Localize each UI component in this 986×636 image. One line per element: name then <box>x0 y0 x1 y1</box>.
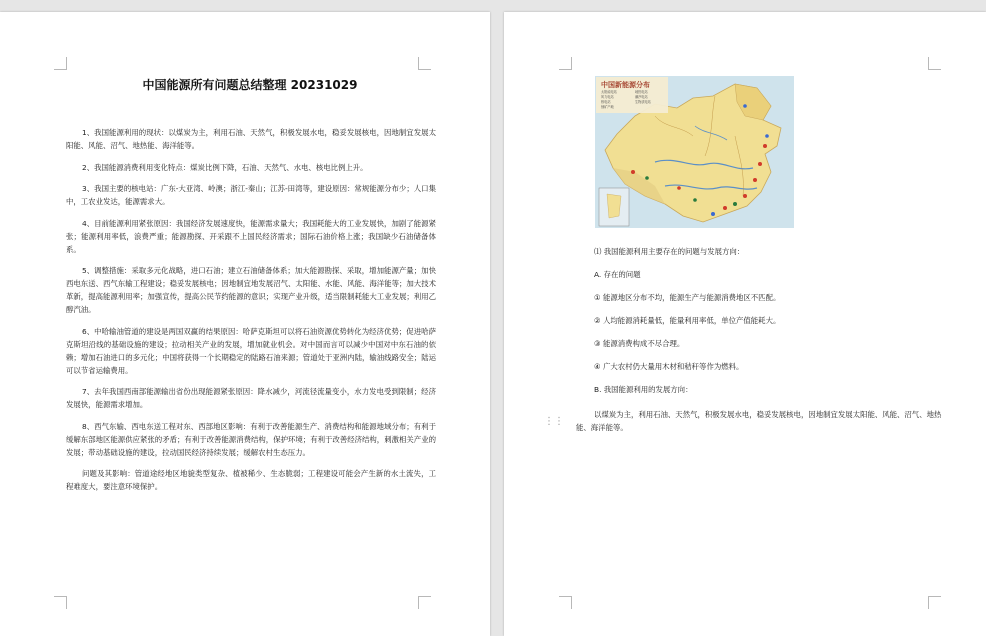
map-legend-item: 铀矿产地 <box>601 105 614 109</box>
document-page-left <box>0 12 490 636</box>
map-legend-item: 地热电站 <box>635 90 648 94</box>
crop-mark <box>559 596 572 609</box>
paragraph-3[interactable]: 3、我国主要的核电站：广东-大亚湾、岭澳；浙江-秦山；江苏-田湾等，建设原因：常规能源分布少；人口集中，工农业发达，能源需求大。 <box>66 184 436 206</box>
map-legend-item: 潮汐电站 <box>635 95 648 99</box>
paragraph-7[interactable]: 7、去年我国西南部能源输出省份出现能源紧张原因：降水减少，河流径流量变小，水力发电受到限制；经济发展快，能源需求增加。 <box>66 387 436 409</box>
crop-mark <box>54 596 67 609</box>
crop-mark <box>559 57 572 70</box>
crop-mark <box>418 596 431 609</box>
right-page-body[interactable] <box>576 245 956 434</box>
paragraph-2[interactable]: 2、我国能源消费利用变化特点：煤炭比例下降，石油、天然气、水电、核电比例上升。 <box>82 162 368 172</box>
text-line[interactable]: ③ 能源消费构成不尽合理。 <box>594 339 685 348</box>
map-legend-item: 核电站 <box>601 100 611 104</box>
crop-mark <box>54 57 67 70</box>
map-title: 中国新能源分布 <box>601 81 650 89</box>
crop-mark <box>928 596 941 609</box>
document-page-right <box>504 12 986 636</box>
paragraph-5[interactable]: 5、调整措施：采取多元化战略，进口石油；建立石油储备体系；加大能源勘探、采取，增加能源产量；加快西电东送、西气东输工程建设；稳妥发展核电；因地制宜地发展沼气、太阳能、水能、风能、海洋能等；加大技术革新，提高能源利用率；加强宣传，提高公民节约能源的意识；实现产业升级，适当限制耗能大工业发展；利用乙醇汽油。 <box>66 266 436 314</box>
text-line[interactable]: B. 我国能源利用的发展方向： <box>594 385 693 394</box>
text-line[interactable]: A. 存在的问题 <box>594 270 641 279</box>
text-line[interactable]: ④ 广大农村仍大量用木材和秸秆等作为燃料。 <box>594 362 744 371</box>
paragraph-6[interactable]: 6、中哈输油管道的建设是两国双赢的结果原因：哈萨克斯坦可以将石油资源优势转化为经济优势；促进哈萨克斯坦沿线的基础设施的建设；拉动相关产业的发展，增加就业机会。对中国而言可以减少中国对中东石油的依赖；增加石油进口的多元化；中国将获得一个长期稳定的陆路石油来源；管道处于亚洲内陆，输油线路安全；陆运可以节省运输费用。 <box>66 326 436 375</box>
crop-mark <box>928 57 941 70</box>
text-line[interactable]: ② 人均能源消耗量低，能量利用率低，单位产值能耗大。 <box>594 316 781 325</box>
map-legend-item: 生物质电站 <box>635 100 651 104</box>
map-legend-item: 太阳能电站 <box>601 90 617 94</box>
document-body[interactable] <box>66 126 436 502</box>
document-title[interactable]: 中国能源所有问题总结整理 20231029 <box>142 78 358 92</box>
text-line[interactable]: ① 能源地区分布不均，能源生产与能源消费地区不匹配。 <box>594 293 781 302</box>
paragraph-4[interactable]: 4、目前能源利用紧张原因：我国经济发展速度快，能源需求量大；我国耗能大的工业发展快，加剧了能源紧张；能源利用率低，浪费严重；能源勘探、开采跟不上国民经济需求；国际石油价格上涨；我国缺少石油储备体系。 <box>66 218 436 254</box>
paragraph-9[interactable]: 问题及其影响：管道途经地区地貌类型复杂、植被稀少、生态脆弱；工程建设可能会产生新的水土流失，工程难度大，要注意环境保护。 <box>66 469 436 491</box>
map-legend-item: 风力电站 <box>601 95 614 99</box>
crop-mark <box>418 57 431 70</box>
drag-handle-icon[interactable]: ⋮⋮ <box>544 416 564 427</box>
map-legend <box>601 90 669 110</box>
text-line[interactable]: ⑴ 我国能源利用主要存在的问题与发展方向： <box>594 247 745 256</box>
paragraph-1[interactable]: 1、我国能源利用的现状：以煤炭为主，利用石油、天然气，积极发展水电，稳妥发展核电，因地制宜发展太阳能、风能、沼气、地热能、海洋能等。 <box>66 128 436 150</box>
paragraph-8[interactable]: 8、西气东输、西电东送工程对东、西部地区影响：有利于改善能源生产、消费结构和能源地域分布；有利于缓解东部地区能源供应紧张的矛盾；有利于改善能源消费结构，保护环境；有利于改善经济结构，刺激相关产业的发展；带动基础设施的建设，拉动国民经济持续发展；缓解农村生态压力。 <box>66 421 436 457</box>
energy-map-image[interactable] <box>595 76 794 228</box>
text-paragraph[interactable]: 以煤炭为主，利用石油、天然气，积极发展水电，稳妥发展核电，因地制宜发展太阳能、风能、沼气、地热能、海洋能等。 <box>576 410 942 432</box>
